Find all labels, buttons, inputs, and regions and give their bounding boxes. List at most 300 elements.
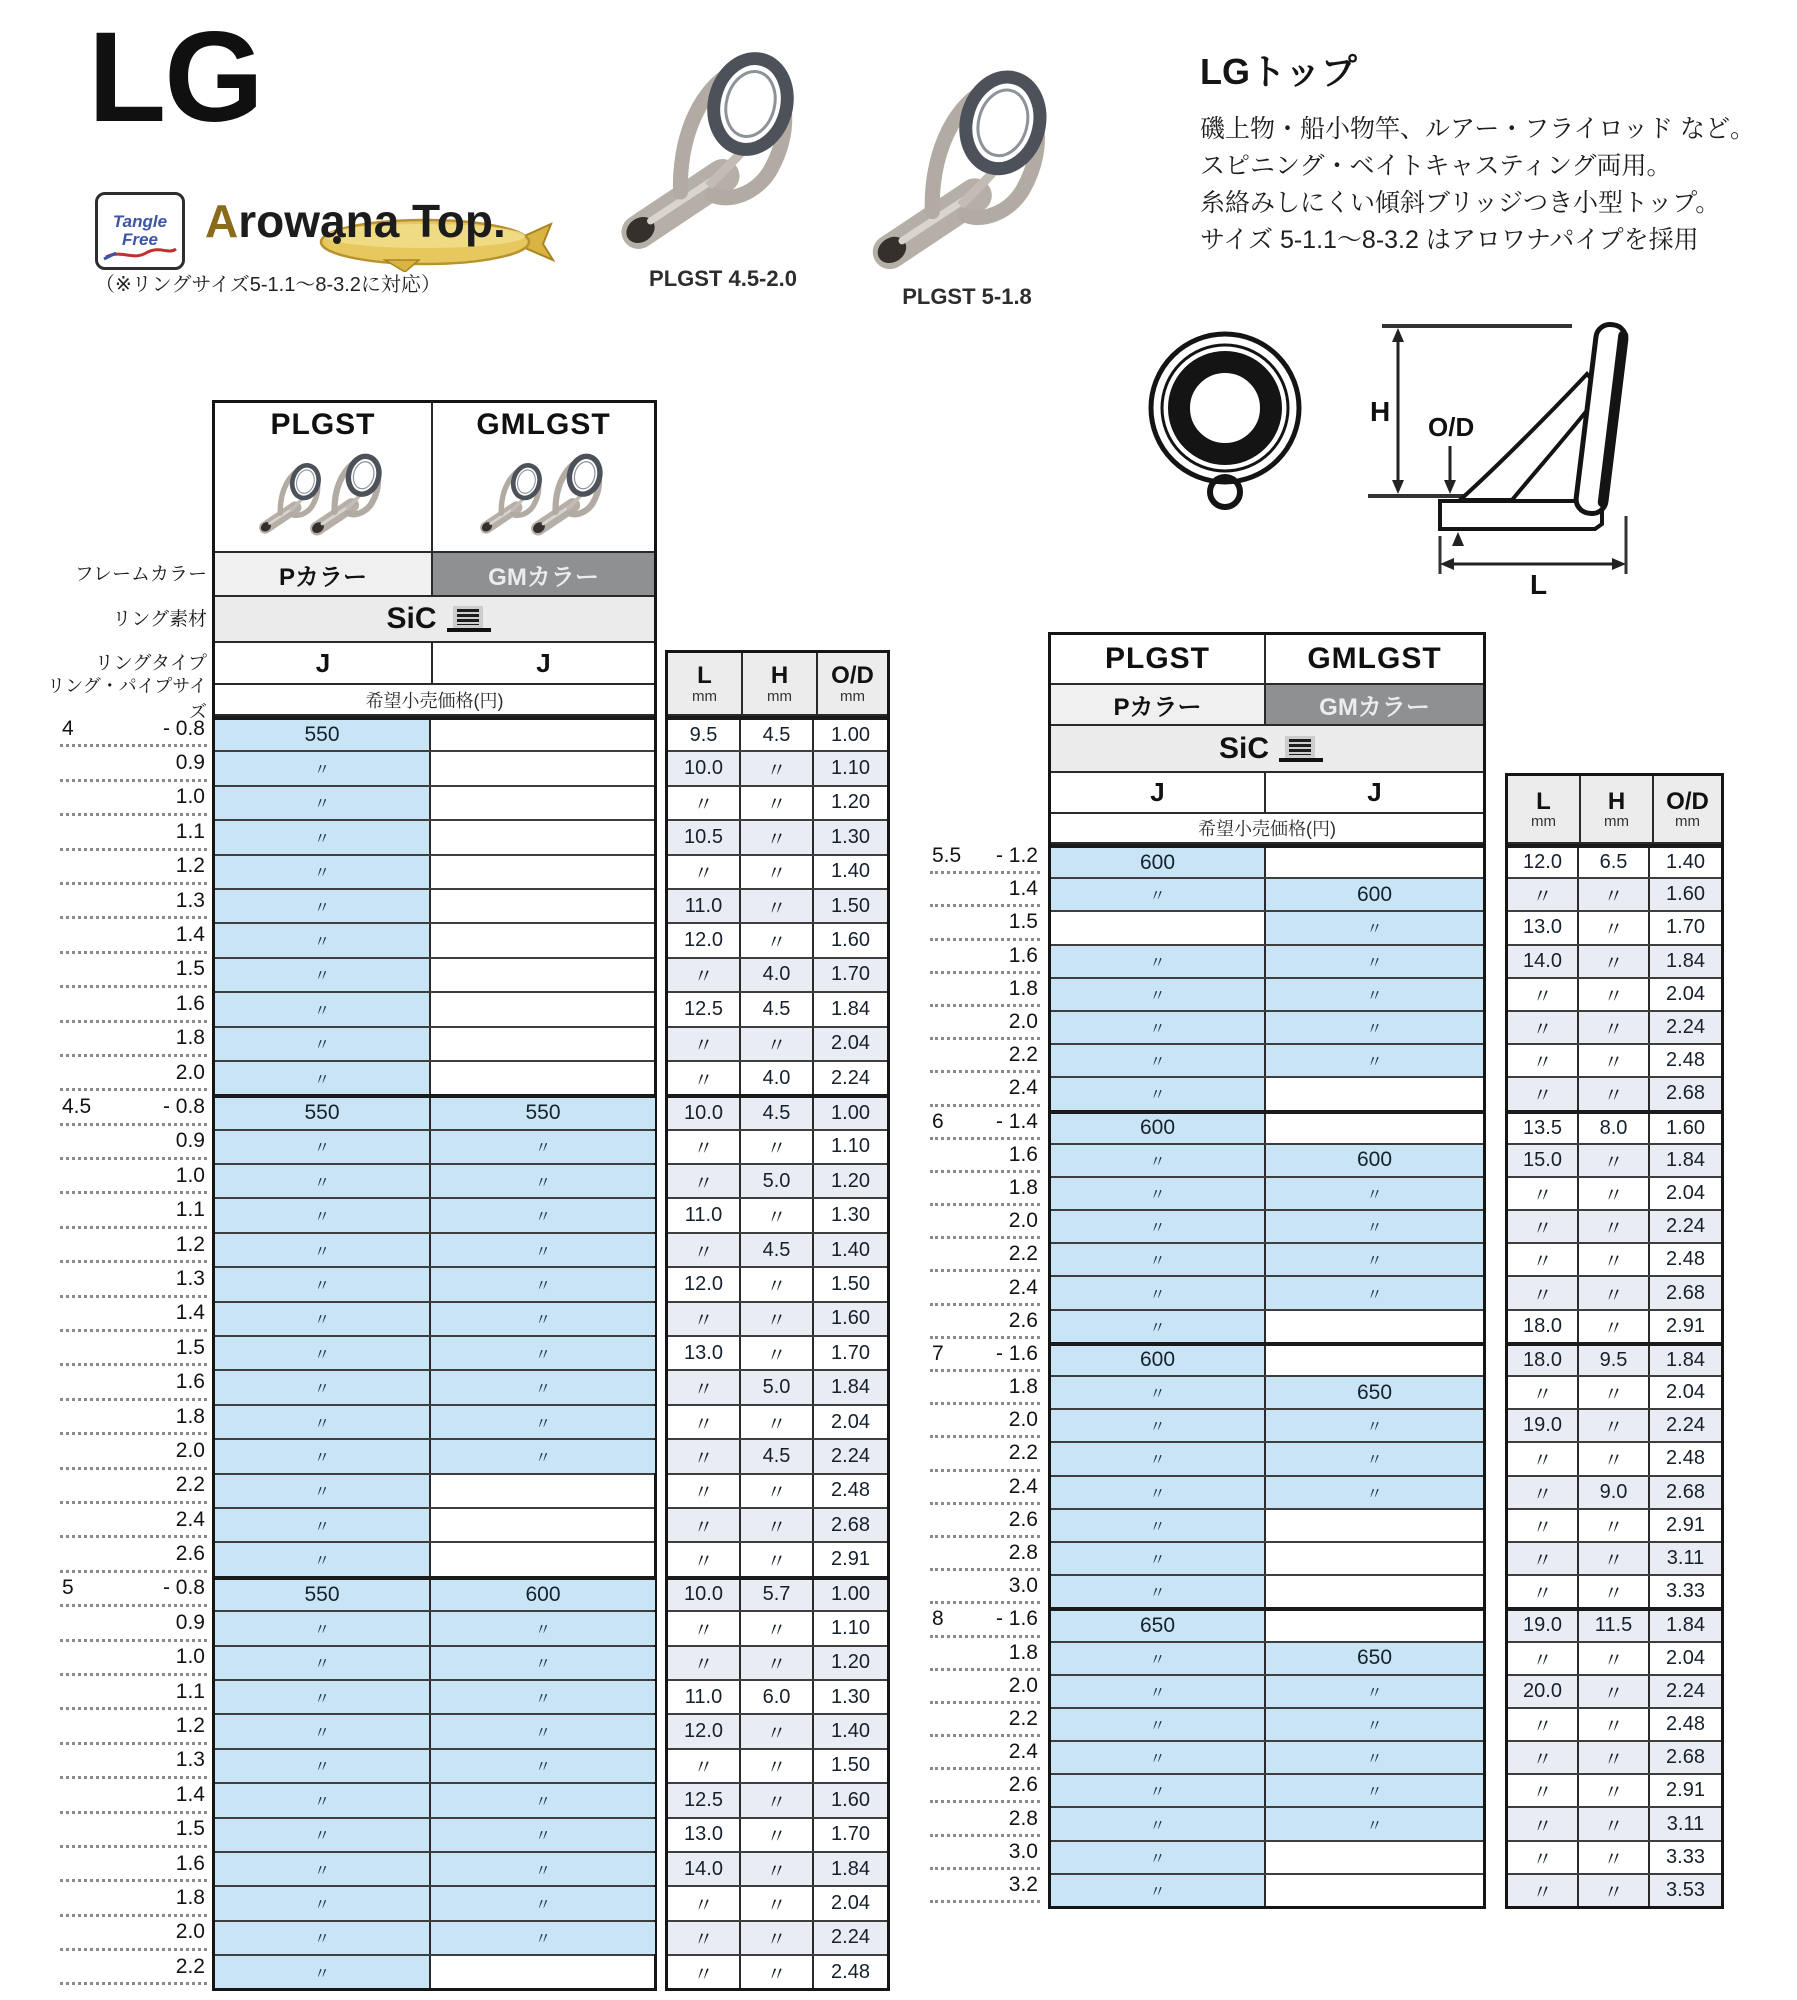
price-cell: 〃 — [215, 821, 431, 853]
dims-cell: 〃 — [1579, 1543, 1650, 1574]
pipe-size-label: 1.8 — [1008, 1175, 1038, 1199]
dims-row — [668, 1473, 887, 1507]
price-row — [1051, 1574, 1483, 1607]
od-col-header: O/D mm — [1666, 787, 1709, 831]
dims-row — [668, 1851, 887, 1885]
dims-cell: 3.11 — [1666, 1812, 1705, 1835]
price-row — [1051, 910, 1483, 943]
price-cell: 550 — [215, 1098, 431, 1128]
pipe-size-label: 2.6 — [175, 1542, 205, 1566]
row-label — [60, 816, 207, 850]
dims-cell: 〃 — [1579, 979, 1650, 1010]
pipe-size-label: 1.4 — [175, 923, 205, 947]
dims-cell: 〃 — [1579, 1643, 1650, 1674]
price-row — [1051, 1010, 1483, 1043]
dims-cell: 〃 — [1579, 1277, 1650, 1308]
dims-row — [668, 1094, 887, 1128]
right-ring-type-plgst: J — [1051, 773, 1266, 812]
price-row — [1051, 944, 1483, 977]
dims-row — [668, 1713, 887, 1747]
price-row — [1051, 1110, 1483, 1143]
dims-cell: 〃 — [1508, 1277, 1579, 1308]
dims-cell: 4.0 — [741, 959, 814, 991]
dims-cell: 4.5 — [741, 720, 814, 750]
dims-cell: 〃 — [1508, 1510, 1579, 1541]
dims-cell: 〃 — [668, 1612, 741, 1644]
price-row — [215, 991, 654, 1025]
price-row — [215, 819, 654, 853]
sic-trademark-icon — [1285, 736, 1315, 762]
dims-cell: 〃 — [741, 924, 814, 956]
row-label — [930, 1704, 1040, 1737]
price-cell: 〃 — [215, 890, 431, 922]
price-row — [1051, 1043, 1483, 1076]
left-price-rows — [215, 716, 654, 1988]
dims-cell: 1.60 — [831, 1307, 870, 1330]
price-cell — [1266, 1875, 1483, 1906]
dims-cell: 1.50 — [831, 1754, 870, 1777]
price-row — [1051, 1641, 1483, 1674]
dims-cell: 〃 — [741, 1406, 814, 1438]
dims-cell: 1.84 — [831, 1857, 870, 1880]
dims-cell: 〃 — [668, 1303, 741, 1335]
price-cell: 〃 — [1051, 1012, 1266, 1043]
row-label — [60, 747, 207, 781]
right-frame-color-gm: GMカラー — [1266, 685, 1483, 724]
dims-cell: 13.0 — [668, 1819, 741, 1851]
price-cell: 〃 — [1266, 912, 1483, 943]
price-cell — [1266, 848, 1483, 877]
dims-cell: 〃 — [668, 1750, 741, 1782]
dims-cell: 3.33 — [1666, 1580, 1705, 1603]
pipe-size-label: 3.0 — [1008, 1839, 1038, 1863]
price-cell: 〃 — [431, 1647, 655, 1679]
pipe-size-label: 0.9 — [175, 751, 205, 775]
price-row — [215, 1163, 654, 1197]
dims-row — [1508, 1806, 1721, 1839]
price-cell: 〃 — [1051, 1311, 1266, 1342]
price-row — [1051, 1806, 1483, 1839]
description-block — [1200, 44, 1780, 259]
diagram-h-label: H — [1370, 396, 1391, 427]
price-cell: 〃 — [1051, 1277, 1266, 1308]
dims-cell: 1.10 — [831, 1135, 870, 1158]
dims-cell: 〃 — [668, 1956, 741, 1988]
row-label — [930, 1837, 1040, 1870]
dims-cell: 1.84 — [1666, 1148, 1705, 1171]
pipe-size-label: 1.5 — [175, 1335, 205, 1359]
price-cell: 〃 — [215, 1234, 431, 1266]
price-row — [215, 1473, 654, 1507]
dims-cell: 2.91 — [1666, 1513, 1705, 1536]
price-cell — [1266, 1543, 1483, 1574]
price-cell: 〃 — [215, 1612, 431, 1644]
dims-cell: 〃 — [741, 1853, 814, 1885]
pipe-size-label: 1.5 — [175, 957, 205, 981]
dims-cell: 〃 — [668, 787, 741, 819]
pipe-size-label: 2.0 — [175, 1438, 205, 1462]
dims-cell: 2.04 — [831, 1032, 870, 1055]
pipe-size-label: 1.0 — [175, 785, 205, 809]
row-label — [60, 1848, 207, 1882]
price-cell — [431, 787, 655, 819]
row-label — [60, 954, 207, 988]
dims-cell: 1.60 — [831, 1788, 870, 1811]
dims-cell: 2.24 — [1666, 1215, 1705, 1238]
pipe-size-label: 2.6 — [1008, 1308, 1038, 1332]
dims-cell: 2.91 — [831, 1548, 870, 1571]
price-cell: 〃 — [431, 1303, 655, 1335]
dims-cell: 〃 — [741, 1784, 814, 1816]
left-ring-material: SiC — [215, 597, 654, 641]
price-cell: 〃 — [215, 1853, 431, 1885]
dims-cell: 〃 — [668, 1406, 741, 1438]
price-cell: 〃 — [215, 1062, 431, 1094]
price-row — [215, 1782, 654, 1816]
dims-row — [1508, 1641, 1721, 1674]
dims-row — [668, 1679, 887, 1713]
dims-row — [1508, 1176, 1721, 1209]
dims-row — [668, 1232, 887, 1266]
price-cell: 〃 — [215, 959, 431, 991]
dims-cell: 1.70 — [831, 963, 870, 986]
right-model-header-gmlgst: GMLGST — [1307, 642, 1442, 675]
price-cell: 〃 — [1266, 1178, 1483, 1209]
price-cell: 〃 — [215, 1131, 431, 1163]
row-label — [60, 1814, 207, 1848]
dims-row — [668, 1438, 887, 1472]
price-cell: 650 — [1266, 1643, 1483, 1674]
pipe-size-label: 1.8 — [175, 1026, 205, 1050]
dims-cell: 〃 — [1579, 1145, 1650, 1176]
row-label — [60, 885, 207, 919]
left-model-header-gmlgst: GMLGST — [433, 403, 654, 551]
dims-cell: 〃 — [741, 1543, 814, 1575]
right-price-rows — [1051, 844, 1483, 1906]
row-label — [930, 1140, 1040, 1173]
price-row — [1051, 1309, 1483, 1342]
dims-row — [1508, 877, 1721, 910]
dims-cell: 〃 — [668, 1440, 741, 1472]
dims-row — [1508, 1707, 1721, 1740]
dims-row — [668, 1954, 887, 1988]
pipe-size-label: - 0.8 — [162, 716, 205, 740]
right-price-header: 希望小売価格(円) — [1051, 814, 1483, 844]
dims-cell: 1.60 — [831, 929, 870, 952]
pipe-size-label: 1.1 — [175, 1198, 205, 1222]
price-cell: 〃 — [1051, 1643, 1266, 1674]
left-dims-table — [665, 650, 890, 1991]
pipe-size-label: 1.2 — [175, 854, 205, 878]
price-cell: 〃 — [431, 1268, 655, 1300]
dims-cell: 1.30 — [831, 1685, 870, 1708]
pipe-size-label: 1.6 — [175, 1851, 205, 1875]
dims-row — [668, 1060, 887, 1094]
dims-row — [668, 922, 887, 956]
price-cell: 〃 — [215, 1887, 431, 1919]
price-cell — [431, 720, 655, 750]
dims-cell: 〃 — [741, 1750, 814, 1782]
price-row — [215, 854, 654, 888]
dims-row — [668, 1610, 887, 1644]
pipe-size-label: 2.8 — [1008, 1806, 1038, 1830]
price-row — [215, 1404, 654, 1438]
dims-cell: 15.0 — [1508, 1145, 1579, 1176]
dims-cell: 〃 — [741, 1612, 814, 1644]
dims-cell: 5.7 — [741, 1580, 814, 1610]
dims-cell: 〃 — [1508, 1045, 1579, 1076]
ring-size-label: 5 — [62, 1576, 74, 1600]
price-cell — [431, 1543, 655, 1575]
right-dims-rows — [1508, 844, 1721, 1906]
dims-row — [668, 1817, 887, 1851]
price-row — [215, 1576, 654, 1610]
pipe-size-label: 1.5 — [1008, 910, 1038, 934]
description-line: スピニング・ベイトキャスティング両用。 — [1200, 152, 1672, 180]
h-col-header: H mm — [1581, 776, 1654, 842]
dims-cell: 1.00 — [831, 723, 870, 746]
row-label — [930, 1472, 1040, 1505]
dims-row — [668, 716, 887, 750]
price-cell: 〃 — [1051, 1775, 1266, 1806]
dims-cell: 〃 — [741, 890, 814, 922]
price-cell: 〃 — [431, 1681, 655, 1713]
description-title: LGトップ — [1200, 51, 1357, 92]
left-dims-rows — [668, 716, 887, 1988]
dims-cell: 〃 — [1579, 912, 1650, 943]
dims-cell: 〃 — [1579, 1211, 1650, 1242]
row-label — [930, 1339, 1040, 1372]
price-cell: 〃 — [215, 1165, 431, 1197]
row-label — [930, 1438, 1040, 1471]
dims-cell: 〃 — [668, 1509, 741, 1541]
price-cell: 〃 — [1266, 1742, 1483, 1773]
price-cell: 〃 — [431, 1853, 655, 1885]
dims-cell: 〃 — [741, 1887, 814, 1919]
dims-row — [1508, 910, 1721, 943]
pipe-size-label: 1.5 — [175, 1817, 205, 1841]
dims-cell: 〃 — [741, 1337, 814, 1369]
dims-cell: 〃 — [741, 1647, 814, 1679]
price-row — [215, 1369, 654, 1403]
pipe-size-label: 1.8 — [175, 1885, 205, 1909]
price-cell — [1266, 1611, 1483, 1640]
pipe-size-label: 2.6 — [1008, 1507, 1038, 1531]
price-cell: 〃 — [215, 1922, 431, 1954]
dims-cell: 1.70 — [831, 1341, 870, 1364]
dims-cell: 3.53 — [1666, 1878, 1705, 1901]
dims-row — [1508, 977, 1721, 1010]
dims-cell: 19.0 — [1508, 1611, 1579, 1640]
price-cell: 〃 — [215, 1475, 431, 1507]
row-label — [60, 988, 207, 1022]
series-title: LG — [88, 6, 262, 149]
dims-cell: 2.24 — [1666, 1414, 1705, 1437]
pipe-size-label: 2.4 — [1008, 1474, 1038, 1498]
price-row — [1051, 877, 1483, 910]
dims-cell: 2.91 — [1666, 1314, 1705, 1337]
row-label — [930, 1306, 1040, 1339]
price-cell — [431, 924, 655, 956]
price-cell: 〃 — [215, 752, 431, 784]
dims-cell: 〃 — [1579, 946, 1650, 977]
dims-cell: 〃 — [668, 1647, 741, 1679]
price-row — [215, 1920, 654, 1954]
dims-cell: 〃 — [741, 856, 814, 888]
dims-cell: 〃 — [1508, 1875, 1579, 1906]
price-row — [1051, 1143, 1483, 1176]
dims-cell: 〃 — [1508, 1244, 1579, 1275]
row-label — [60, 1023, 207, 1057]
dims-cell: 2.04 — [1666, 982, 1705, 1005]
dims-cell: 12.0 — [668, 1715, 741, 1747]
price-cell: 〃 — [215, 1509, 431, 1541]
dims-cell: 〃 — [1579, 1443, 1650, 1474]
dims-cell: 2.48 — [1666, 1447, 1705, 1470]
price-row — [1051, 1242, 1483, 1275]
row-label — [60, 1607, 207, 1641]
dims-cell: 〃 — [1579, 1676, 1650, 1707]
dims-row — [1508, 1375, 1721, 1408]
dims-cell: 2.24 — [831, 1066, 870, 1089]
price-cell: 〃 — [431, 1131, 655, 1163]
dims-cell: 〃 — [668, 1165, 741, 1197]
arowana-logo — [205, 186, 565, 272]
row-label — [930, 874, 1040, 907]
dims-cell: 2.04 — [1666, 1381, 1705, 1404]
price-row — [215, 1266, 654, 1300]
dims-cell: 〃 — [668, 856, 741, 888]
pipe-size-label: 1.1 — [175, 819, 205, 843]
price-row — [1051, 1674, 1483, 1707]
pipe-size-label: - 1.6 — [995, 1607, 1038, 1631]
dims-cell: 〃 — [741, 1199, 814, 1231]
price-row — [215, 1026, 654, 1060]
row-label — [60, 1882, 207, 1916]
price-row — [215, 1232, 654, 1266]
price-cell — [431, 959, 655, 991]
dims-row — [1508, 1242, 1721, 1275]
dims-cell: 1.20 — [831, 791, 870, 814]
dims-cell: 〃 — [1508, 1643, 1579, 1674]
dims-row — [668, 1026, 887, 1060]
dims-cell: 2.68 — [1666, 1746, 1705, 1769]
hook-squiggle-icon — [102, 241, 180, 263]
dims-cell: 〃 — [1579, 1742, 1650, 1773]
price-cell — [431, 1028, 655, 1060]
dims-cell: 12.5 — [668, 1784, 741, 1816]
row-label — [930, 1604, 1040, 1637]
pipe-size-label: 2.4 — [175, 1507, 205, 1531]
right-row-labels — [930, 841, 1040, 1903]
dims-row — [1508, 1441, 1721, 1474]
row-label — [930, 1206, 1040, 1239]
dims-cell: 1.60 — [1666, 883, 1705, 906]
row-label — [930, 1073, 1040, 1106]
price-cell: 550 — [431, 1098, 655, 1128]
product-photo-plgst-5-18 — [842, 50, 1087, 285]
row-label — [930, 1007, 1040, 1040]
price-cell: 〃 — [431, 1199, 655, 1231]
dims-cell: 〃 — [668, 959, 741, 991]
price-row — [215, 1954, 654, 1988]
price-cell — [1266, 1346, 1483, 1375]
dims-row — [668, 1645, 887, 1679]
dims-cell: 3.33 — [1666, 1845, 1705, 1868]
price-cell: 〃 — [431, 1819, 655, 1851]
dims-cell: 3.11 — [1666, 1547, 1705, 1570]
row-label — [930, 1505, 1040, 1538]
dims-row — [1508, 1110, 1721, 1143]
row-label — [60, 1366, 207, 1400]
diagram-od-label: O/D — [1428, 412, 1475, 442]
pipe-size-label: 2.2 — [1008, 1441, 1038, 1465]
dims-cell: 1.40 — [831, 860, 870, 883]
row-label — [60, 1160, 207, 1194]
price-cell: 〃 — [215, 1715, 431, 1747]
row-label — [60, 1091, 207, 1125]
dims-cell: 6.5 — [1579, 848, 1650, 877]
price-cell: 〃 — [1266, 946, 1483, 977]
dims-cell: 〃 — [1579, 1178, 1650, 1209]
dims-cell: 1.40 — [831, 1720, 870, 1743]
dims-cell: 1.84 — [1666, 1614, 1705, 1637]
dims-cell: 6.0 — [741, 1681, 814, 1713]
price-cell: 〃 — [1051, 1875, 1266, 1906]
dims-cell: 2.48 — [831, 1960, 870, 1983]
dims-cell: 〃 — [668, 1028, 741, 1060]
dims-cell: 〃 — [668, 1543, 741, 1575]
l-col-header: L mm — [1508, 776, 1581, 842]
dims-cell: 〃 — [668, 1062, 741, 1094]
pipe-size-label: 1.0 — [175, 1645, 205, 1669]
price-cell: 〃 — [1051, 979, 1266, 1010]
price-row — [215, 1438, 654, 1472]
photo-caption: PLGST 5-1.8 — [902, 284, 1032, 309]
ring-size-label: 7 — [932, 1341, 944, 1365]
price-cell: 〃 — [1051, 1477, 1266, 1508]
description-line: 磯上物・船小物竿、ルアー・フライロッド など。 — [1200, 115, 1755, 143]
dims-cell: 〃 — [1508, 1477, 1579, 1508]
tangle-free-badge — [95, 192, 185, 270]
price-cell: 〃 — [1266, 979, 1483, 1010]
left-ring-type-gmlgst: J — [536, 647, 551, 678]
dims-cell: 〃 — [1508, 879, 1579, 910]
dims-cell: 〃 — [741, 1922, 814, 1954]
dims-cell: 〃 — [1579, 1244, 1650, 1275]
photo-caption: PLGST 4.5-2.0 — [649, 266, 797, 291]
row-label — [930, 974, 1040, 1007]
dims-row — [668, 854, 887, 888]
pipe-size-label: 2.0 — [175, 1920, 205, 1944]
dims-row — [668, 1576, 887, 1610]
price-cell: 〃 — [1266, 1244, 1483, 1275]
dims-cell: 12.0 — [1508, 848, 1579, 877]
price-cell: 〃 — [1266, 1709, 1483, 1740]
left-price-header: 希望小売価格(円) — [215, 685, 654, 716]
dims-cell: 〃 — [1579, 1012, 1650, 1043]
row-label — [60, 1642, 207, 1676]
right-frame-color-p: Pカラー — [1051, 685, 1266, 724]
dims-cell: 10.0 — [668, 752, 741, 784]
dims-cell: 13.0 — [668, 1337, 741, 1369]
price-row — [1051, 1176, 1483, 1209]
pipe-size-label: 1.2 — [175, 1232, 205, 1256]
row-label — [930, 941, 1040, 974]
price-cell: 〃 — [1051, 1078, 1266, 1109]
dims-row — [668, 1404, 887, 1438]
frame-color-row-label: フレームカラー — [74, 563, 207, 585]
